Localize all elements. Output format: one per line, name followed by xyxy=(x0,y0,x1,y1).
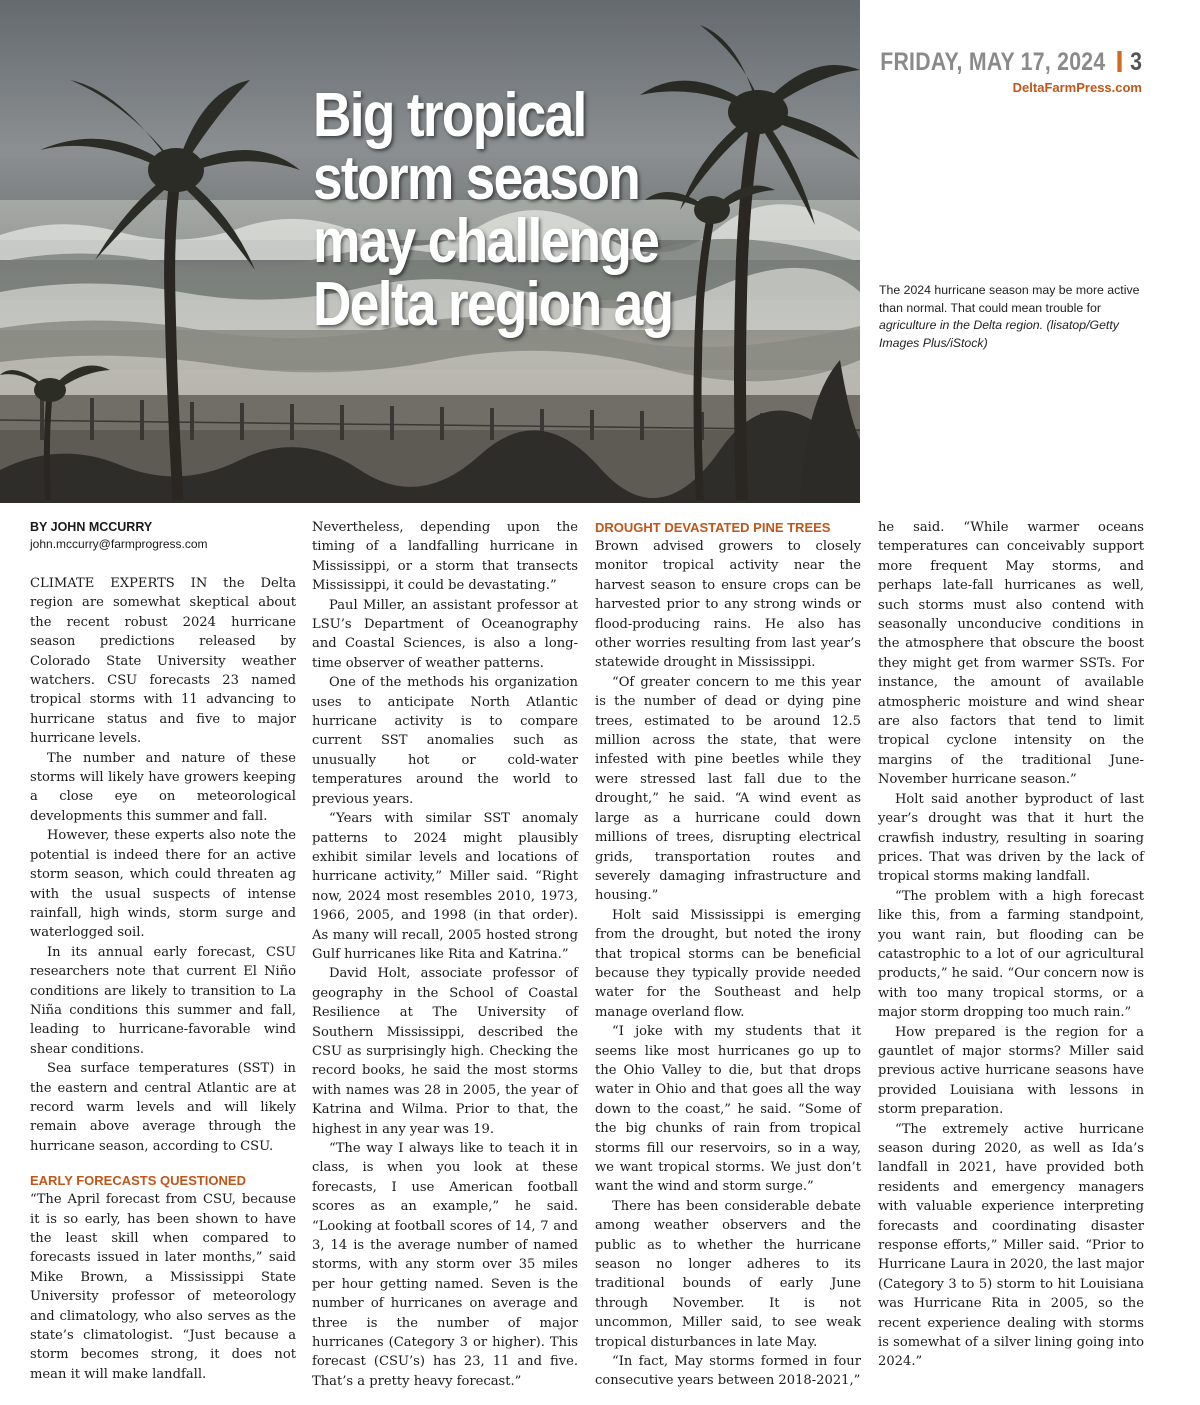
paragraph: he said. “While warmer oceans temperatures can conceivably support more frequent May storms, and perhaps late-fall hurricanes as well, such storms must also contend with seasonally unconducive conditions in the atmosphere that obscure the boost they might get from warmer SSTs. For instance, the amount of available atmospheric moisture and wind shear are also factors that tend to limit tropical cyclone intensity on the margins of the traditional June-November hurricane season.” xyxy=(878,520,1144,788)
article-column-4 xyxy=(878,518,1144,1372)
paragraph: Nevertheless, depending upon the timing of a landfalling hurricane in Mississippi, or a storm that transects Mississippi, it could be devastating.” xyxy=(312,520,578,594)
caption-credit: agriculture in the Delta region. (lisatop/Getty Images Plus/iStock) xyxy=(879,318,1119,350)
paragraph: “The April forecast from CSU, because it is so early, has been shown to have the least skill when compared to forecasts issued in later months,” said Mike Brown, a Mississippi State University professor of meteorology and climatology, who also serves as the state’s climatologist. “Just because a storm becomes strong, it does not mean it will make landfall. xyxy=(30,1192,296,1382)
paragraph: “The extremely active hurricane season during 2020, as well as Ida’s landfall in 2021, have provided both residents and emergency managers with valuable experience interpreting forecasts and coordinating disaster response efforts,” Miller said. “Prior to Hurricane Laura in 2020, the last major (Category 3 to 5) storm to hit Louisiana was Hurricane Rita in 2005, so the recent experience dealing with storms is somewhat of a silver lining going into 2024.” xyxy=(878,1121,1144,1370)
paragraph: “Of greater concern to me this year is the number of dead or dying pine trees, estimated to be around 12.5 million across the state, that were infested with pine beetles while they were stressed last fall due to the drought,” he said. “A wind event as large as a hurricane could down millions of trees, disrupting electrical grids, transportation routes and severely damaging infrastructure and housing.” xyxy=(595,674,861,904)
byline-email[interactable]: john.mccurry@farmprogress.com xyxy=(30,537,208,551)
byline-author: BY JOHN MCCURRY xyxy=(30,520,153,534)
caption-text: The 2024 hurricane season may be more active than normal. That could mean trouble for xyxy=(879,283,1140,315)
paragraph: “Years with similar SST anomaly patterns to 2024 might plausibly exhibit similar levels and locations of hurricane activity,” Miller said. “Right now, 2024 most resembles 2010, 1973, 1966, 2005, and 1998 (in that order). As many will recall, 2005 hosted strong Gulf hurricanes like Rita and Katrina.” xyxy=(312,811,578,962)
storm-beach-photo xyxy=(0,0,860,503)
paragraph: “The way I always like to teach it in class, is when you look at these forecasts, I use American football scores as an example,” he said. “Looking at football scores of 14, 7 and 3, 14 is the average number of named storms, with any storm over 35 miles per hour getting named. Seven is the number of hurricanes on average and three is the number of major hurricanes (Category 3 or higher). This forecast (CSU’s) has 23, 11 and five. That’s a pretty heavy forecast.” xyxy=(312,1141,578,1389)
paragraph: The number and nature of these storms will likely have growers keeping a close eye on meteorological developments this summer and fall. xyxy=(30,750,296,824)
paragraph: There has been considerable debate among weather observers and the public as to whether the hurricane season no longer adheres to its traditional bounds of early June through November. It is not uncommon, Miller said, to see weak tropical disturbances in late May. xyxy=(595,1198,861,1350)
separator-bar xyxy=(1117,51,1121,72)
masthead xyxy=(834,48,1142,95)
page-number: 3 xyxy=(1129,48,1142,76)
lead-in: CLIMATE EXPERTS IN xyxy=(30,576,208,591)
site-link[interactable]: DeltaFarmPress.com xyxy=(1012,80,1142,95)
photo-caption xyxy=(879,282,1149,352)
paragraph: In its annual early forecast, CSU researchers note that current El Niño conditions are likely to transition to La Niña conditions this summer and fall, leading to hurricane-favorable wind shear conditions. xyxy=(30,944,296,1057)
paragraph: One of the methods his organization uses to anticipate North Atlantic hurricane activity is to compare current SST anomalies such as unusually hot or cold-water temperatures around the world to previous years. xyxy=(312,675,578,807)
paragraph: “The problem with a high forecast like this, from a farming standpoint, you want rain, but flooding can be catastrophic to a lot of our agricultural products,” he said. “Our concern now is with too many tropical storms, or a major storm dropping too much rain.” xyxy=(878,888,1144,1021)
subhead-drought: DROUGHT DEVASTATED PINE TREES xyxy=(595,520,831,535)
lead-text: the Delta region are somewhat skeptical about the recent robust 2024 hurricane season predictions released by Colorado State University weather watchers. CSU forecasts 23 named tropical storms with 11 advancing to hurricane status and five to major hurricane levels. xyxy=(30,576,296,747)
dateline xyxy=(880,48,1142,77)
article-column-1 xyxy=(30,518,296,1384)
paragraph: “I joke with my students that it seems like most hurricanes go up to the Ohio Valley to die, but that drops water in Ohio and that goes all the way down to the coast,” he said. “Some of the big chunks of rain from tropical storms fill our reservoirs, so in a way, we want tropical storms. We just don’t want the wind and storm surge.” xyxy=(595,1024,861,1195)
issue-date: FRIDAY, MAY 17, 2024 xyxy=(880,48,1106,76)
paragraph-lead xyxy=(30,574,296,749)
article-column-3 xyxy=(595,518,861,1391)
paragraph: However, these experts also note the potential is indeed there for an active storm season, which could threaten ag with the usual suspects of intense rainfall, high winds, storm surge and waterlogged soil. xyxy=(30,828,296,941)
paragraph: David Holt, associate professor of geography in the School of Coastal Resilience at The University of Southern Mississippi, described the CSU as surprisingly high. Checking the record books, he said the most storms with names was 28 in 2005, the year of Katrina and Wilma. Prior to that, the highest in any year was 19. xyxy=(312,966,578,1137)
paragraph: Holt said another byproduct of last year’s drought was that it hurt the crawfish industry, resulting in soaring prices. That was driven by the lack of tropical storms making landfall. xyxy=(878,791,1144,885)
subhead-early-forecasts: EARLY FORECASTS QUESTIONED xyxy=(30,1173,246,1189)
paragraph: Brown advised growers to closely monitor tropical activity near the harvest season to ensure crops can be harvested prior to any strong winds or flood-producing rains. He also has other worries resulting from last year’s statewide drought in Mississippi. xyxy=(595,539,861,671)
paragraph: Paul Miller, an assistant professor at LSU’s Department of Oceanography and Coastal Sciences, is also a long-time observer of weather patterns. xyxy=(312,597,578,671)
paragraph: How prepared is the region for a gauntlet of major storms? Miller said previous active hurricane seasons have provided Louisiana with lessons in storm preparation. xyxy=(878,1024,1144,1118)
paragraph: “In fact, May storms formed in four consecutive years between 2018-2021,” xyxy=(595,1354,861,1389)
paragraph: Holt said Mississippi is emerging from the drought, but noted the irony that tropical storms can be beneficial because they typically provide needed water for the Southeast and help manage overland flow. xyxy=(595,907,861,1020)
headline: Big tropical storm season may challenge Delta region ag xyxy=(313,81,673,339)
paragraph: Sea surface temperatures (SST) in the eastern and central Atlantic are at record warm levels and will likely remain above average through the hurricane season, according to CSU. xyxy=(30,1061,296,1154)
article-column-2 xyxy=(312,518,578,1391)
